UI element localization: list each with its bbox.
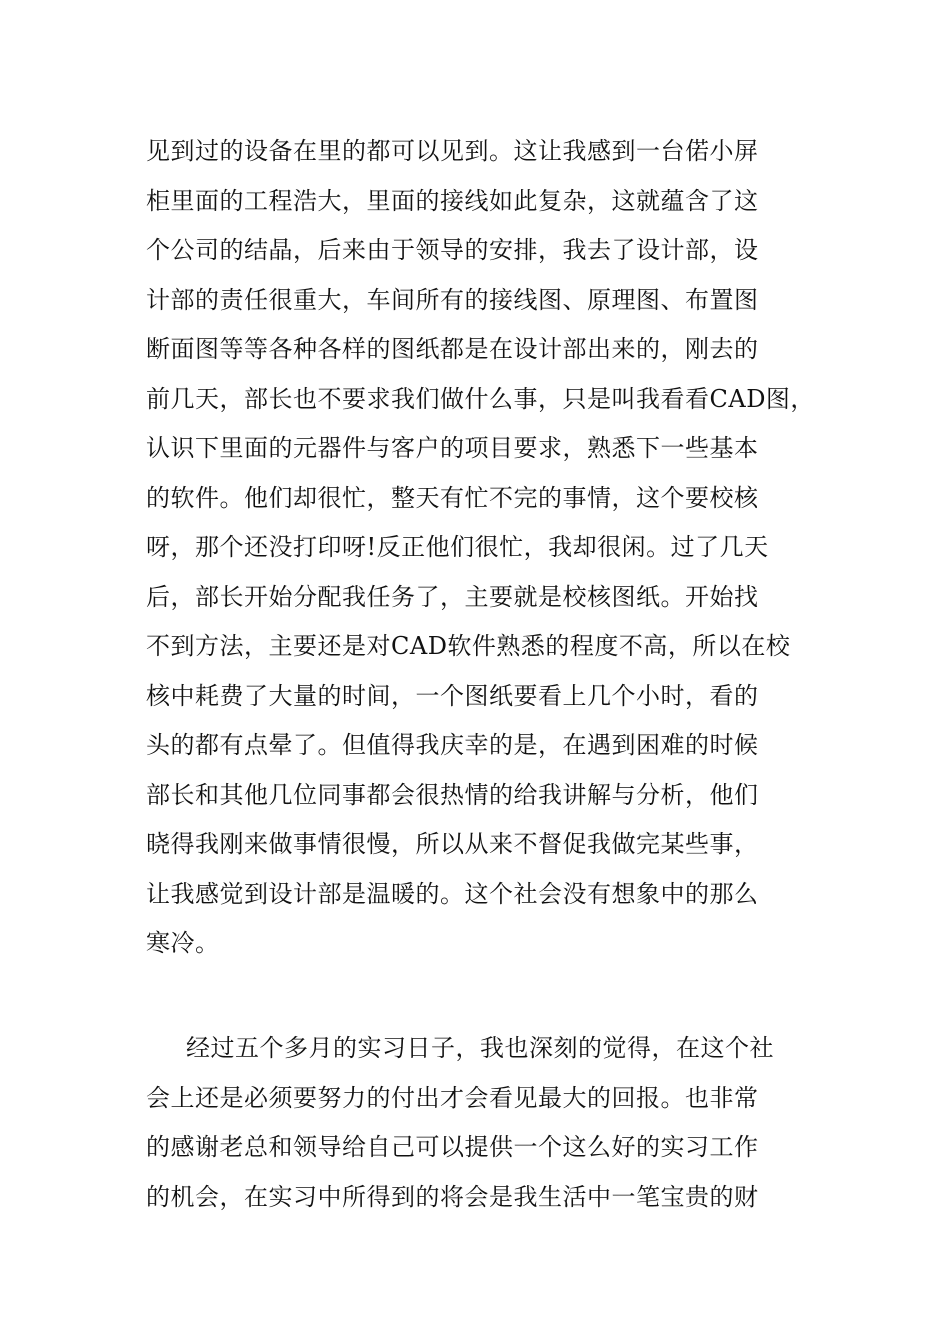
paragraph-2 bbox=[146, 1024, 826, 1222]
text-line: 部长和其他几位同事都会很热情的给我讲解与分析，他们 bbox=[146, 780, 759, 809]
text-line: 后，部长开始分配我任务了，主要就是校核图纸。开始找 bbox=[146, 582, 759, 611]
text-line: 晓得我刚来做事情很慢，所以从来不督促我做完某些事， bbox=[146, 830, 759, 858]
text-line: 经过五个多月的实习日子，我也深刻的觉得，在这个社 bbox=[186, 1034, 774, 1062]
text-line: 断面图等等各种各样的图纸都是在设计部出来的，刚去的 bbox=[146, 335, 759, 363]
text-line: 认识下里面的元器件与客户的项目要求，熟悉下一些基本 bbox=[146, 434, 759, 462]
text-line: 个公司的结晶，后来由于领导的安排，我去了设计部，设 bbox=[146, 236, 759, 264]
text-line: 寒冷。 bbox=[146, 929, 220, 957]
text-line: 见到过的设备在里的都可以见到。这让我感到一台偌小屏 bbox=[146, 137, 759, 165]
text-line: 的感谢老总和领导给自己可以提供一个这么好的实习工作 bbox=[146, 1133, 759, 1161]
text-line: 计部的责任很重大，车间所有的接线图、原理图、布置图 bbox=[146, 285, 759, 314]
text-line: 不到方法，主要还是对CAD软件熟悉的程度不高，所以在校 bbox=[146, 632, 791, 660]
text-line: 让我感觉到设计部是温暖的。这个社会没有想象中的那么 bbox=[146, 879, 759, 908]
text-line: 头的都有点晕了。但值得我庆幸的是，在遇到困难的时候 bbox=[146, 731, 759, 759]
text-line: 柜里面的工程浩大，里面的接线如此复杂，这就蕴含了这 bbox=[146, 186, 759, 215]
text-line: 的机会，在实习中所得到的将会是我生活中一笔宝贵的财 bbox=[146, 1182, 759, 1211]
text-line: 前几天，部长也不要求我们做什么事，只是叫我看看CAD图， bbox=[146, 384, 815, 413]
text-line: 的软件。他们却很忙，整天有忙不完的事情，这个要校核 bbox=[146, 483, 759, 512]
text-line: 会上还是必须要努力的付出才会看见最大的回报。也非常 bbox=[146, 1083, 759, 1112]
text-line: 核中耗费了大量的时间，一个图纸要看上几个小时，看的 bbox=[146, 681, 759, 710]
paragraph-1 bbox=[146, 127, 826, 969]
text-line: 呀，那个还没打印呀!反正他们很忙，我却很闲。过了几天 bbox=[146, 533, 769, 561]
